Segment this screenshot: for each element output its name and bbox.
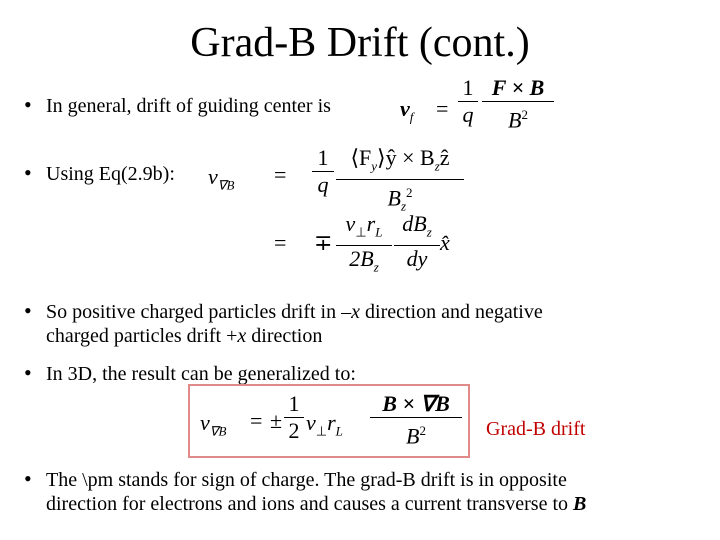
bullet-marker: • xyxy=(24,298,32,323)
bullet-marker: • xyxy=(24,466,32,491)
bullet-marker: • xyxy=(24,92,32,117)
bullet-text-drift-direction: So positive charged particles drift in –x direction and negative charged particles drift +x direction xyxy=(46,301,543,347)
bullet-marker: • xyxy=(24,360,32,385)
bullet-text-pm-sign: The \pm stands for sign of charge. The grad-B drift is in opposite direction for electrons and ions and causes a current transverse to B xyxy=(46,469,587,515)
bullet-text-general-drift: In general, drift of guiding center is xyxy=(46,95,331,117)
grad-b-drift-label: Grad-B drift xyxy=(486,418,586,440)
bullet-text-using-eq: Using Eq(2.9b): xyxy=(46,163,175,185)
slide-title: Grad-B Drift (cont.) xyxy=(190,20,530,66)
bullet-marker: • xyxy=(24,160,32,185)
bullet-text-3d-generalization: In 3D, the result can be generalized to: xyxy=(46,363,356,385)
